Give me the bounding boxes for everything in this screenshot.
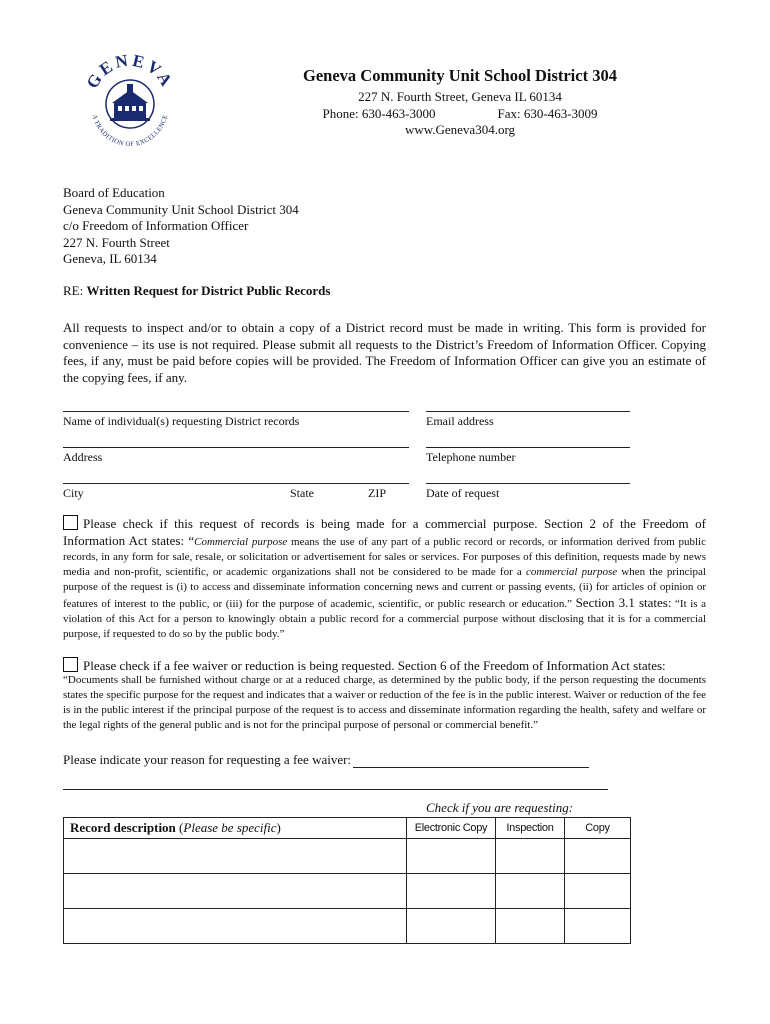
record-description-header: Record description (Please be specific): [64, 818, 407, 839]
address-label: Address: [63, 450, 103, 464]
record-description-cell[interactable]: [64, 909, 407, 944]
record-description-cell[interactable]: [64, 874, 407, 909]
copy-cell[interactable]: [565, 874, 631, 909]
waiver-reason-label: Please indicate your reason for requesting a fee waiver:: [63, 752, 352, 767]
copy-cell[interactable]: [565, 909, 631, 944]
recipient-line: 227 N. Fourth Street: [63, 234, 170, 250]
inspection-cell[interactable]: [496, 909, 565, 944]
city-label: City: [63, 486, 84, 500]
inspection-cell[interactable]: [496, 874, 565, 909]
commercial-purpose-checkbox[interactable]: [63, 515, 78, 530]
waiver-body: “Documents shall be furnished without charge or at a reduced charge, as determined by the public body, if the person requesting the documents states the specific purpose for the request and indicates that a waiver or reduction of the fee is in the public interest. Waiver or reduction of the fee is in the public interest if the principal purpose of the request is to access and disseminate information regarding the health, safety and welfare or the legal rights of the general public and is not for the principal purpose of personal or commercial benefit.”: [63, 674, 706, 731]
recipient-line: Geneva, IL 60134: [63, 251, 157, 266]
copy-header: Copy: [565, 818, 631, 839]
state-label: State: [290, 486, 314, 500]
record-description-cell[interactable]: [64, 839, 407, 874]
fee-waiver-section: [63, 657, 706, 733]
recipient-address: [63, 185, 299, 268]
letterhead: [240, 66, 680, 139]
subject-line: [63, 283, 330, 299]
district-title: Geneva Community Unit School District 304: [303, 66, 617, 85]
telephone-label: Telephone number: [426, 450, 516, 464]
desc-header: Record description: [70, 820, 176, 835]
email-field[interactable]: [426, 411, 630, 412]
date-field[interactable]: [426, 483, 630, 484]
logo-top-text: GENEVA: [82, 50, 178, 92]
district-phone: Phone: 630-463-3000: [322, 105, 436, 121]
intro-paragraph: All requests to inspect and/or to obtain a copy of a District record must be made in writing. This form is provided for convenience – its use is not required. Please submit all requests to the District’s Freedom of Information Officer. Copying fees, if any, must be paid before copies will be provided. The Freedom of Information Officer can give you an estimate of the copying fees, if any.: [63, 320, 706, 385]
zip-label: ZIP: [368, 486, 386, 500]
recipient-line: c/o Freedom of Information Officer: [63, 218, 249, 233]
waiver-reason-row: [63, 752, 589, 768]
table-row: [64, 874, 631, 909]
records-table: [63, 817, 631, 944]
name-field[interactable]: [63, 411, 409, 412]
email-label: Email address: [426, 414, 494, 428]
address-field[interactable]: [63, 447, 409, 448]
waiver-reason-field[interactable]: [353, 753, 589, 768]
commercial-body-2: when the principal purpose of the request is (i) to access and disseminate information concerning news and current or passing events, (ii) for articles of opinion or features of interest to the public, or (iii) for the purpose of academic, scientific, or public research or education.”: [63, 566, 706, 610]
subject-prefix: RE:: [63, 283, 87, 298]
desc-hint: Please be specific: [183, 820, 277, 835]
electronic-copy-cell[interactable]: [407, 874, 496, 909]
table-row: [64, 909, 631, 944]
commercial-body-1: means the use of any part of a public record or records, or information derived from public records, in any form for sale, resale, or solicitation or advertisement for sales or services. For purposes of this definition, requests made by news media and non-profit, scientific, or academic organizations shall not be considered to be made for a: [63, 536, 706, 578]
electronic-copy-cell[interactable]: [407, 839, 496, 874]
commercial-body-3: “It is a violation of this Act for a person to knowingly obtain a public record for a commercial purpose without disclosing that it is for a commercial purpose, if requested to do so by the public body.”: [63, 598, 706, 640]
section-31-label: Section 3.1 states:: [575, 595, 672, 610]
recipient-line: Board of Education: [63, 185, 165, 200]
recipient-line: Geneva Community Unit School District 304: [63, 201, 299, 217]
copy-cell[interactable]: [565, 839, 631, 874]
logo-bottom-text: A TRADITION OF EXCELLENCE: [90, 113, 170, 149]
date-label: Date of request: [426, 486, 500, 500]
city-state-zip-field[interactable]: [63, 483, 409, 484]
electronic-copy-cell[interactable]: [407, 909, 496, 944]
inspection-cell[interactable]: [496, 839, 565, 874]
district-fax: Fax: 630-463-3009: [497, 105, 598, 121]
fee-waiver-checkbox[interactable]: [63, 657, 78, 672]
commercial-lead: Please check if this request of records is being made for a commercial purpose. Section 2 of the Freedom of Information Act states: “: [63, 516, 706, 548]
telephone-field[interactable]: [426, 447, 630, 448]
commercial-term-2: commercial purpose: [525, 566, 618, 578]
check-caption: Check if you are requesting:: [426, 800, 574, 815]
electronic-copy-header: Electronic Copy: [407, 818, 496, 839]
district-website: www.Geneva304.org: [404, 122, 516, 137]
district-street: 227 N. Fourth Street, Geneva IL 60134: [358, 89, 562, 104]
waiver-reason-field-2[interactable]: [63, 789, 608, 790]
name-label: Name of individual(s) requesting District records: [63, 414, 300, 428]
subject-text: Written Request for District Public Records: [86, 283, 331, 298]
commercial-purpose-section: [63, 515, 706, 642]
district-logo: [76, 46, 184, 154]
commercial-term: Commercial purpose: [194, 536, 288, 548]
table-row: [64, 839, 631, 874]
inspection-header: Inspection: [496, 818, 565, 839]
waiver-lead: Please check if a fee waiver or reduction is being requested. Section 6 of the Freedom of Information Act states:: [83, 658, 666, 673]
